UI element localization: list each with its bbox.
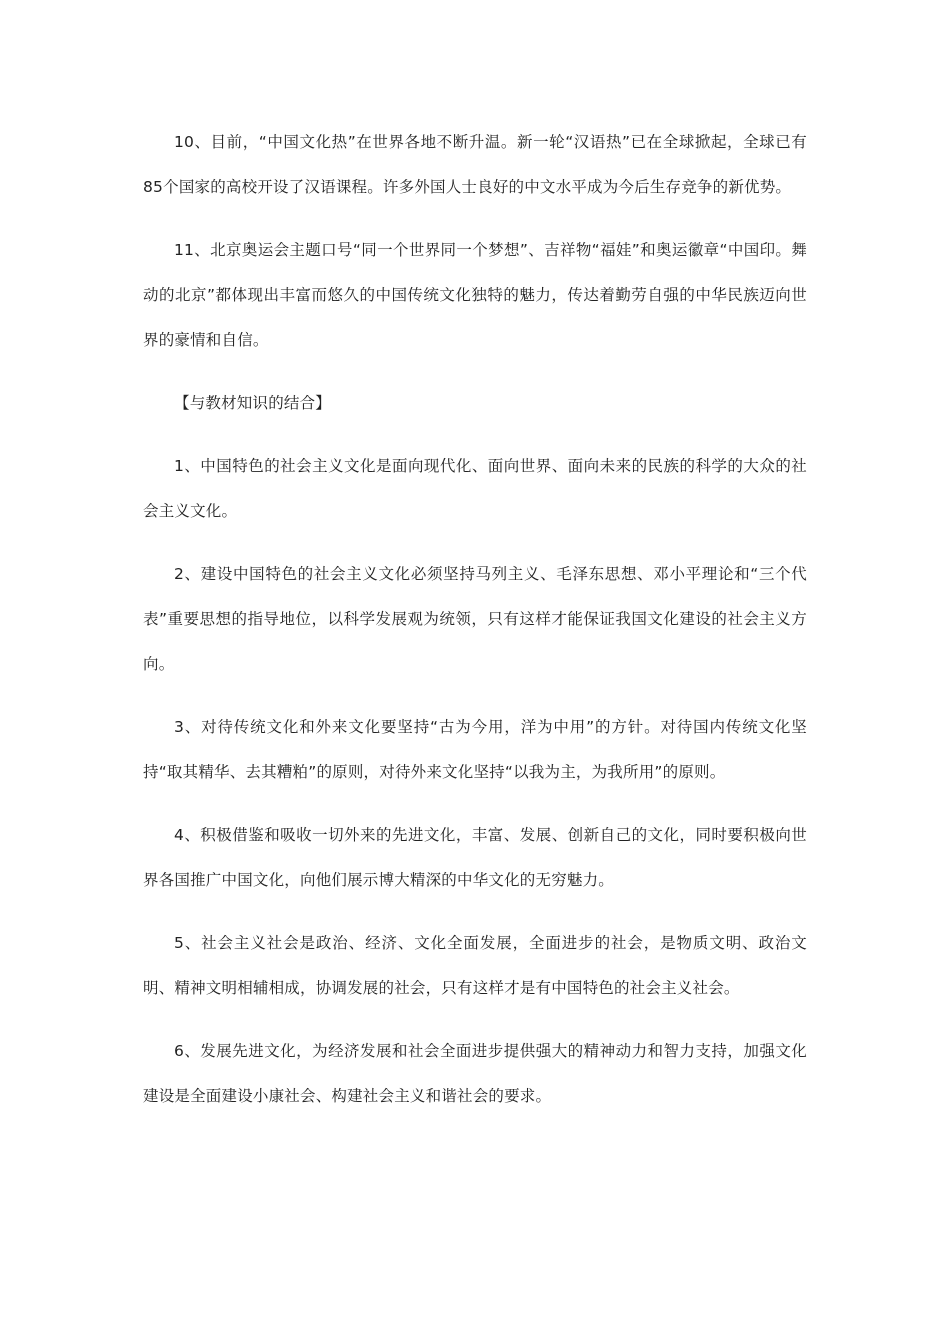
paragraph-4: 4、积极借鉴和吸收一切外来的先进文化，丰富、发展、创新自己的文化，同时要积极向世界各国推广中国文化，向他们展示博大精深的中华文化的无穷魅力。	[143, 826, 807, 889]
paragraph-1: 1、中国特色的社会主义文化是面向现代化、面向世界、面向未来的民族的科学的大众的社会主义文化。	[143, 457, 807, 520]
paragraph-6: 6、发展先进文化，为经济发展和社会全面进步提供强大的精神动力和智力支持，加强文化建设是全面建设小康社会、构建社会主义和谐社会的要求。	[143, 1042, 807, 1105]
paragraph-11: 11、北京奥运会主题口号“同一个世界同一个梦想”、吉祥物“福娃”和奥运徽章“中国印。舞动的北京”都体现出丰富而悠久的中国传统文化独特的魅力，传达着勤劳自强的中华民族迈向世界的豪情和自信。	[143, 241, 807, 349]
paragraph-5: 5、社会主义社会是政治、经济、文化全面发展，全面进步的社会，是物质文明、政治文明、精神文明相辅相成，协调发展的社会，只有这样才是有中国特色的社会主义社会。	[143, 934, 807, 997]
paragraph-3: 3、对待传统文化和外来文化要坚持“古为今用，洋为中用”的方针。对待国内传统文化坚持“取其精华、去其糟粕”的原则，对待外来文化坚持“以我为主，为我所用”的原则。	[143, 718, 807, 781]
paragraph-2: 2、建设中国特色的社会主义文化必须坚持马列主义、毛泽东思想、邓小平理论和“三个代表”重要思想的指导地位，以科学发展观为统领，只有这样才能保证我国文化建设的社会主义方向。	[143, 565, 807, 673]
paragraph-10: 10、目前，“中国文化热”在世界各地不断升温。新一轮“汉语热”已在全球掀起，全球已有85个国家的高校开设了汉语课程。许多外国人士良好的中文水平成为今后生存竞争的新优势。	[143, 133, 807, 196]
section-heading: 【与教材知识的结合】	[174, 394, 332, 412]
document-body	[143, 120, 807, 1137]
